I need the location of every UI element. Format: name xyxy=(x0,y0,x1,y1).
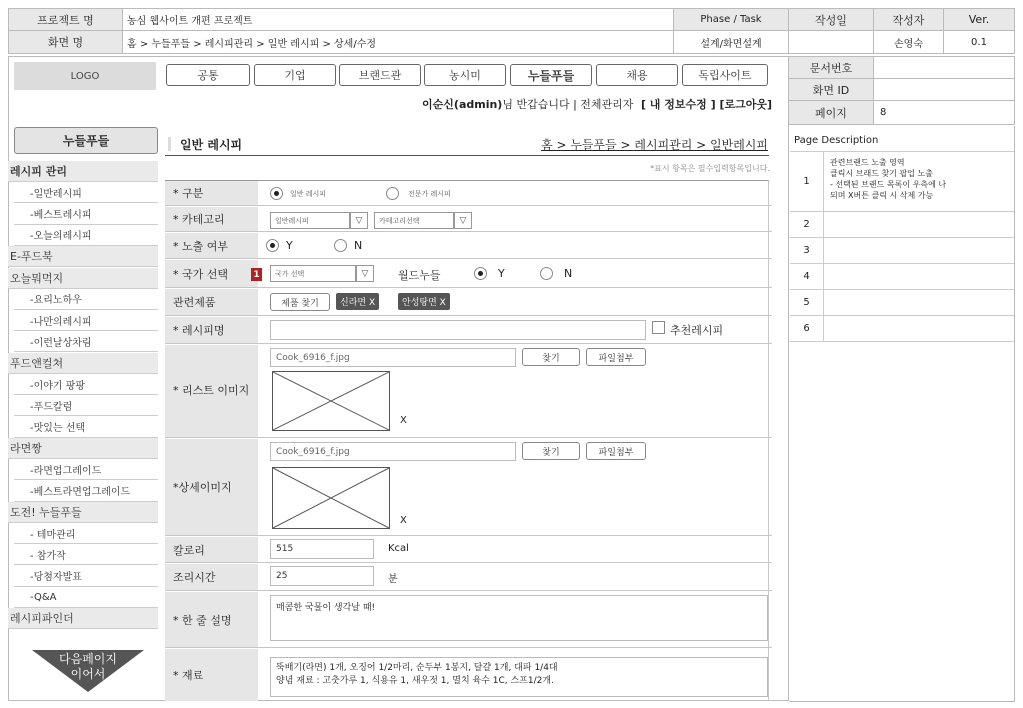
world-noodle-yes-label: Y xyxy=(498,267,505,280)
user-bar xyxy=(380,96,772,112)
category-label: * 카테고리 xyxy=(165,207,258,232)
description-num: 3 xyxy=(790,238,824,263)
nav-common[interactable]: 공통 xyxy=(166,64,250,86)
description-num: 4 xyxy=(790,264,824,289)
screen-name: 홈 > 누들푸들 > 레시피관리 > 일반 레시피 > 상세/수정 xyxy=(122,30,674,54)
calories-row xyxy=(258,537,772,563)
detail-image-label: *상세이미지 xyxy=(165,439,258,536)
page-title: 일반 레시피 xyxy=(180,138,243,152)
list-image-find-button[interactable]: 찾기 xyxy=(522,348,580,366)
project-name-label: 프로젝트 명 xyxy=(8,8,123,31)
sidebar-item[interactable]: 라면짱 xyxy=(8,438,158,459)
right-border xyxy=(1014,126,1015,701)
sidebar-item[interactable]: -오늘의레시피 xyxy=(14,225,158,246)
products-row xyxy=(258,289,772,316)
version-label: Ver. xyxy=(943,8,1015,31)
country-select[interactable]: 국가 선택 xyxy=(270,265,356,282)
list-image-remove[interactable]: X xyxy=(400,415,407,426)
detail-image-find-button[interactable]: 찾기 xyxy=(522,442,580,460)
sidebar-item[interactable]: 푸드앤컬쳐 xyxy=(8,353,158,374)
product-tag[interactable]: 신라면 X xyxy=(336,293,379,310)
next-page-text: 다음페이지 이어서 xyxy=(59,652,117,681)
type-expert-label: 전문가 레시피 xyxy=(408,190,451,198)
summary-textarea[interactable]: 매콤한 국물이 생각날 때! xyxy=(270,595,768,641)
description-row xyxy=(790,152,1014,212)
sidebar-item[interactable]: -나만의레시피 xyxy=(14,310,158,331)
sidebar-title: 누들푸들 xyxy=(14,127,158,154)
sidebar-item[interactable]: 레시피 관리 xyxy=(8,161,158,182)
country-row xyxy=(258,260,772,288)
chevron-down-icon[interactable]: ▽ xyxy=(350,212,368,229)
sidebar-item[interactable]: -Q&A xyxy=(14,587,158,608)
list-image-file-input[interactable]: Cook_6916_f.jpg xyxy=(270,348,516,367)
exposure-yes-label: Y xyxy=(286,239,293,252)
type-expert-radio[interactable] xyxy=(386,187,399,200)
author-value: 손영숙 xyxy=(873,30,944,54)
category-select-2[interactable]: 카테고리선택 xyxy=(374,212,454,229)
exposure-row xyxy=(258,233,772,259)
world-noodle-no-label: N xyxy=(564,267,573,280)
screen-name-label: 화면 명 xyxy=(8,30,123,54)
sidebar-item[interactable]: - 참가작 xyxy=(14,544,158,565)
page-label: 페이지 xyxy=(788,100,874,125)
list-image-attach-button[interactable]: 파일첨부 xyxy=(586,348,646,366)
sidebar-item[interactable]: -베스트라면업그레이드 xyxy=(14,481,158,502)
sidebar-item[interactable]: -푸드칼럼 xyxy=(14,395,158,416)
detail-image-file-input[interactable]: Cook_6916_f.jpg xyxy=(270,442,516,461)
page-description-title: Page Description xyxy=(790,130,1014,152)
product-find-button[interactable]: 제품 찾기 xyxy=(270,293,330,311)
description-row xyxy=(790,264,1014,290)
detail-image-row xyxy=(258,439,772,536)
title-divider xyxy=(165,155,769,156)
description-num: 6 xyxy=(790,316,824,341)
author-label: 작성자 xyxy=(873,8,944,31)
sidebar-item[interactable]: -맛있는 선택 xyxy=(14,417,158,438)
doc-number-value xyxy=(873,56,1015,79)
screen-id-label: 화면 ID xyxy=(788,78,874,101)
image-placeholder-icon xyxy=(273,468,389,528)
ingredients-textarea[interactable] xyxy=(270,657,768,697)
sidebar-item[interactable]: 오늘뭐먹지 xyxy=(8,268,158,289)
ingredients-line-2: 양념 재료 : 고춧가루 1, 식용유 1, 새우젓 1, 멸치 육수 1C, 스프1/2개. xyxy=(276,676,554,686)
sidebar-item[interactable]: -이야기 팡팡 xyxy=(14,374,158,395)
phase-task-label: Phase / Task xyxy=(673,8,789,31)
type-general-label: 일반 레시피 xyxy=(290,190,327,198)
nav-independent-site[interactable]: 독립사이트 xyxy=(682,64,768,86)
required-note: *표시 항목은 필수입력항목입니다. xyxy=(650,164,770,173)
description-num: 5 xyxy=(790,290,824,315)
sidebar-item[interactable]: -당첨자발표 xyxy=(14,566,158,587)
products-label: 관련제품 xyxy=(165,289,258,316)
calories-unit: Kcal xyxy=(388,543,409,554)
logo[interactable]: LOGO xyxy=(14,62,156,90)
calories-input[interactable]: 515 xyxy=(270,539,374,559)
sidebar-item[interactable]: 레시피파인더 xyxy=(8,608,158,629)
description-row xyxy=(790,212,1014,238)
sidebar-item[interactable]: -라면업그레이드 xyxy=(14,459,158,480)
detail-image-placeholder xyxy=(272,467,390,529)
image-placeholder-icon xyxy=(273,372,389,430)
ingredients-row xyxy=(258,649,772,701)
category-select-1[interactable]: 일반레시피 xyxy=(270,212,350,229)
description-row xyxy=(790,290,1014,316)
cook-time-input[interactable]: 25 xyxy=(270,566,374,586)
page-value: 8 xyxy=(873,100,1015,125)
calories-label: 칼로리 xyxy=(165,537,258,563)
list-image-label: * 리스트 이미지 xyxy=(165,345,258,438)
list-image-row xyxy=(258,345,772,438)
exposure-no-label: N xyxy=(354,239,363,252)
exposure-no-radio[interactable] xyxy=(334,239,347,252)
sidebar-item[interactable]: - 테마관리 xyxy=(14,523,158,544)
summary-label: * 한 줄 설명 xyxy=(165,592,258,648)
screen-id-value xyxy=(873,78,1015,101)
sidebar-item[interactable]: E-푸드북 xyxy=(8,246,158,267)
detail-image-remove[interactable]: X xyxy=(400,515,407,526)
project-name: 농심 웹사이트 개편 프로젝트 xyxy=(122,8,674,31)
phase-task-value: 설계/화면설계 xyxy=(673,30,789,54)
user-name: 이순신(admin) xyxy=(422,98,503,111)
list-image-placeholder xyxy=(272,371,390,431)
recommend-label: 추천레시피 xyxy=(670,324,724,337)
exposure-yes-radio[interactable] xyxy=(266,239,279,252)
sidebar-item[interactable]: -이런날상차림 xyxy=(14,331,158,352)
world-noodle-label: 월드누들 xyxy=(398,269,441,282)
category-row xyxy=(258,207,772,232)
description-num: 2 xyxy=(790,212,824,237)
nav-recruit[interactable]: 채용 xyxy=(596,64,678,86)
description-text: 관련브랜드 노출 영역 클릭시 브래드 찾기 팝업 노출 - 선택된 브랜드 목록이 우측에 나 되며 X버튼 클릭 시 삭제 가능 xyxy=(830,158,947,200)
cook-time-label: 조리시간 xyxy=(165,564,258,591)
world-noodle-yes-radio[interactable] xyxy=(474,267,487,280)
recommend-checkbox[interactable] xyxy=(652,321,665,334)
title-marker xyxy=(168,137,171,151)
user-greeting: 님 반갑습니다 | 전체관리자 xyxy=(502,98,634,111)
recipe-name-label: * 레시피명 xyxy=(165,317,258,344)
type-row xyxy=(258,181,772,206)
product-tag[interactable]: 안성탕면 X xyxy=(398,293,450,310)
bottom-border xyxy=(789,701,1015,702)
nav-company[interactable]: 기업 xyxy=(254,64,336,86)
type-label: * 구분 xyxy=(165,181,258,206)
detail-image-attach-button[interactable]: 파일첨부 xyxy=(586,442,646,460)
description-num: 1 xyxy=(790,152,824,211)
version-value: 0.1 xyxy=(943,30,1015,54)
exposure-label: * 노출 여부 xyxy=(165,233,258,259)
nav-brand[interactable]: 브랜드관 xyxy=(339,64,421,86)
description-row xyxy=(790,238,1014,264)
chevron-down-icon[interactable]: ▽ xyxy=(454,212,472,229)
sidebar-item[interactable]: -일반레시피 xyxy=(14,182,158,203)
summary-row xyxy=(258,592,772,648)
world-noodle-no-radio[interactable] xyxy=(540,267,553,280)
date-value xyxy=(788,30,874,54)
ingredients-label: * 재료 xyxy=(165,649,258,701)
nav-nongsimi[interactable]: 농시미 xyxy=(424,64,506,86)
recipe-name-row xyxy=(258,317,772,344)
annotation-badge: 1 xyxy=(251,268,262,281)
type-general-radio[interactable] xyxy=(270,187,283,200)
cook-time-unit: 분 xyxy=(388,574,398,585)
sidebar-item[interactable]: -요리노하우 xyxy=(14,289,158,310)
nav-noodlefoodle[interactable]: 누들푸들 xyxy=(510,64,592,86)
cook-time-row xyxy=(258,564,772,591)
next-page-indicator xyxy=(32,650,144,692)
country-label: * 국가 선택 xyxy=(165,260,258,288)
description-row xyxy=(790,316,1014,342)
ingredients-line-1: 뚝배기(라면) 1개, 오징어 1/2마리, 순두부 1봉지, 달걀 1개, 대파 1/4대 xyxy=(276,663,558,673)
sidebar-item[interactable]: 도전! 누들푸들 xyxy=(8,502,158,523)
doc-number-label: 문서번호 xyxy=(788,56,874,79)
sidebar-item[interactable]: -베스트레시피 xyxy=(14,204,158,225)
user-links[interactable]: [ 내 정보수정 ] [로그아웃] xyxy=(640,98,772,111)
date-label: 작성일 xyxy=(788,8,874,31)
recipe-name-input[interactable] xyxy=(270,320,646,340)
chevron-down-icon[interactable]: ▽ xyxy=(356,265,374,282)
breadcrumb[interactable]: 홈 > 누들푸들 > 레시피관리 > 일반레시피 xyxy=(541,138,768,152)
